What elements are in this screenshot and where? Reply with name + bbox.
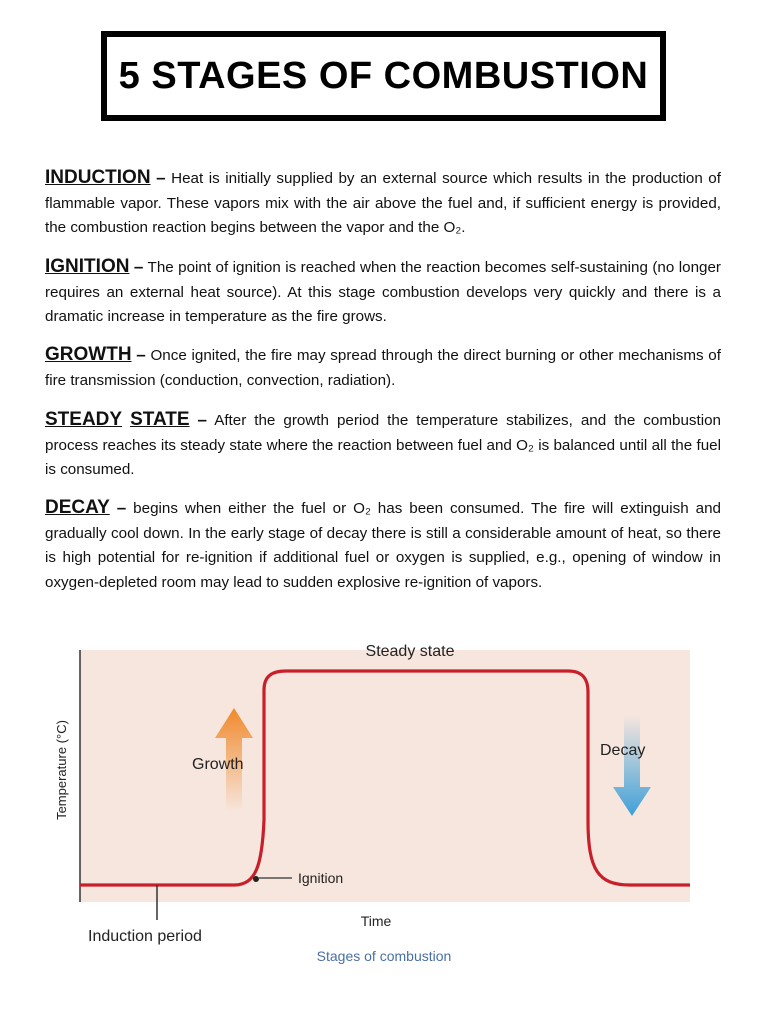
stage-text-steady-state: After the growth period the temperature stabilizes, and the combustion process reaches its steady state where the reaction between fuel and O₂ is balanced until all the fuel is consumed. [45,412,721,478]
stage-name-ignition: IGNITION [45,256,130,277]
stage-growth [45,343,721,393]
stage-text-induction: Heat is initially supplied by an external source which results in the production of flammable vapor. These vapors mix with the air above the fuel and, if sufficient energy is provided, the combustion reaction begins between the vapor and the O₂. [45,170,721,236]
stage-dash: – [116,498,127,517]
figure-caption: Stages of combustion [316,948,452,964]
y-axis-label: Temperature (°C) [54,720,69,820]
stage-dash: – [197,410,208,429]
stage-text-growth: Once ignited, the fire may spread through the direct burning or other mechanisms of fire transmission (conduction, convection, radiation). [45,347,721,389]
label-induction-period: Induction period [88,928,202,945]
stage-name-induction: INDUCTION [45,167,151,188]
label-growth: Growth [192,756,244,773]
ignition-point [253,876,259,882]
page-title: 5 STAGES OF COMBUSTION [118,54,649,97]
label-ignition: Ignition [298,870,344,886]
stage-ignition [45,255,721,330]
stage-dash: – [156,168,166,187]
stage-name-state: STATE [130,409,190,430]
stage-name-growth: GROWTH [45,344,132,365]
stage-name-steady: STEADY [45,409,123,430]
stage-name-decay: DECAY [45,497,110,518]
stage-induction [45,166,721,241]
stage-steady-state [45,408,721,483]
label-steady-state: Steady state [365,643,455,660]
stage-text-ignition: The point of ignition is reached when the reaction becomes self-sustaining (no longer requires an external heat source). At this stage combustion develops very quickly and there is a dramatic increase in temperature as the fire grows. [45,259,721,325]
stage-dash: – [136,345,146,364]
label-decay: Decay [600,742,646,759]
combustion-stages-figure [40,630,708,970]
stage-decay [45,496,721,595]
stage-dash: – [133,257,144,276]
stage-text-decay: begins when either the fuel or O₂ has been consumed. The fire will extinguish and gradually cool down. In the early stage of decay there is still a considerable amount of heat, so there is high potential for re-ignition if additional fuel or oxygen is supplied, e.g., opening of window in oxygen-depleted room may lead to sudden explosive re-ignition of vapors. [45,500,721,591]
label-time: Time [360,913,392,929]
title-box [101,31,666,121]
plot-background [80,650,690,902]
